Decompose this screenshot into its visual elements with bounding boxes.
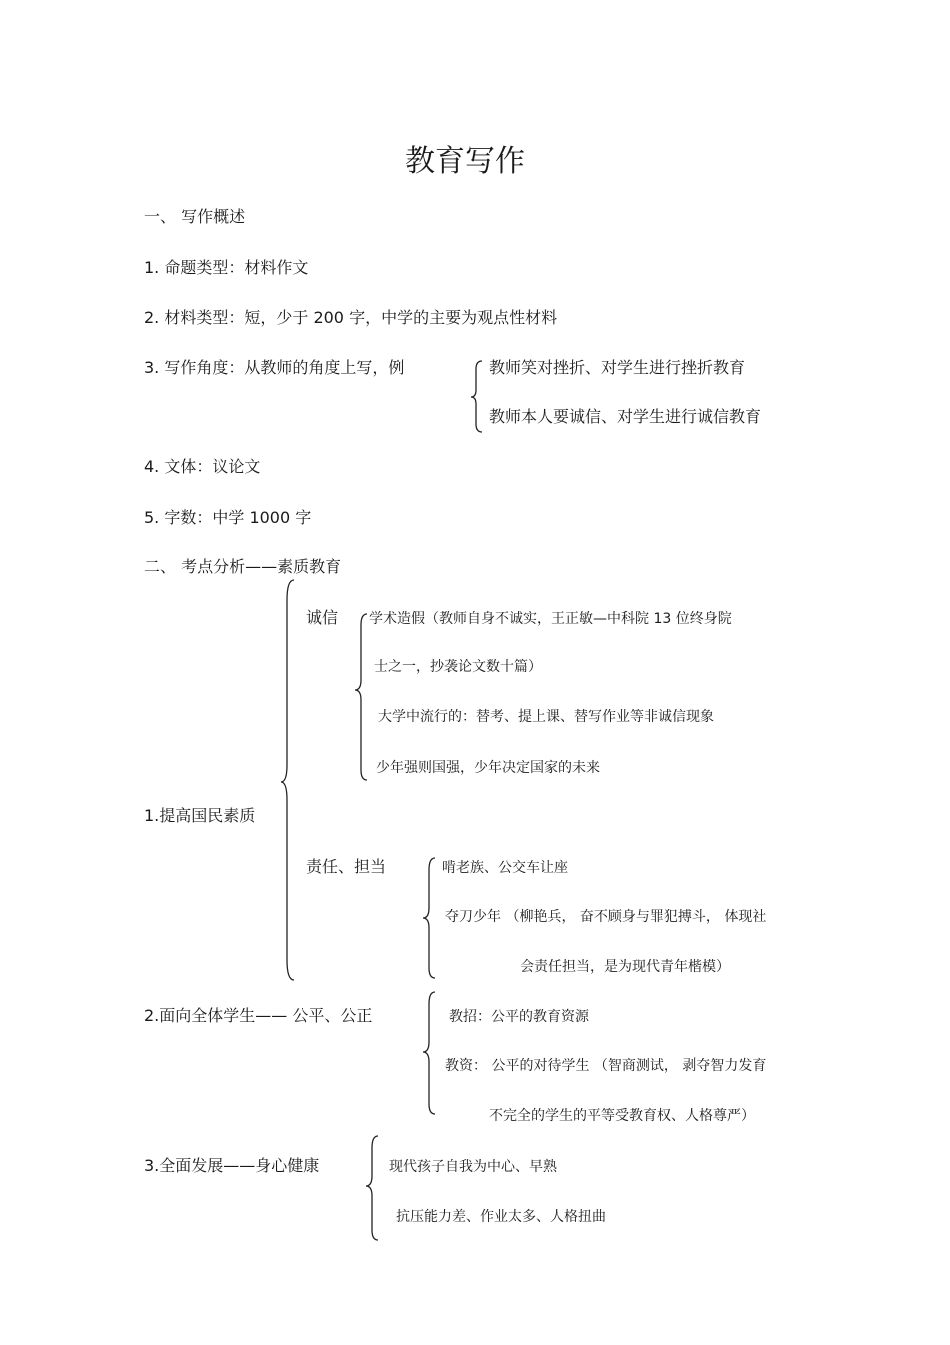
section1-item-1: 1. 命题类型：材料作文 xyxy=(144,258,309,277)
integrity-line-4: 少年强则国强，少年决定国家的未来 xyxy=(376,760,600,776)
brace-integrity xyxy=(355,614,367,780)
integrity-line-3: 大学中流行的：替考、提上课、替写作业等非诚信现象 xyxy=(378,709,714,725)
integrity-label: 诚信 xyxy=(306,608,339,627)
page-title: 教育写作 xyxy=(405,144,525,179)
point3-label: 3.全面发展——身心健康 xyxy=(144,1156,320,1175)
brace-point1 xyxy=(281,580,294,980)
point3-line-1: 现代孩子自我为中心、早熟 xyxy=(389,1159,557,1175)
section1-item-5: 5. 字数：中学 1000 字 xyxy=(144,508,312,527)
brace-point3 xyxy=(366,1136,378,1240)
point2-line-1: 教招：公平的教育资源 xyxy=(449,1009,589,1025)
brace-point2 xyxy=(423,992,435,1114)
responsibility-line-1: 啃老族、公交车让座 xyxy=(442,860,568,876)
integrity-line-1: 学术造假（教师自身不诚实，王正敏—中科院 13 位终身院 xyxy=(369,611,732,627)
point3-line-2: 抗压能力差、作业太多、人格扭曲 xyxy=(396,1209,606,1225)
point2-line-3: 不完全的学生的平等受教育权、人格尊严） xyxy=(489,1108,755,1124)
integrity-line-2: 士之一，抄袭论文数十篇） xyxy=(374,659,542,675)
point2-line-2: 教资： 公平的对待学生 （智商测试， 剥夺智力发育 xyxy=(445,1058,767,1074)
responsibility-line-3: 会责任担当，是为现代青年楷模） xyxy=(520,959,730,975)
section1-item-3: 3. 写作角度：从教师的角度上写，例 xyxy=(144,358,405,377)
angle-example-1: 教师笑对挫折、对学生进行挫折教育 xyxy=(489,358,746,377)
point1-label: 1.提高国民素质 xyxy=(144,806,256,825)
brace-angle xyxy=(471,361,482,432)
responsibility-line-2: 夺刀少年 （柳艳兵， 奋不顾身与罪犯搏斗， 体现社 xyxy=(445,909,767,925)
section1-heading: 一、 写作概述 xyxy=(144,207,246,226)
angle-example-2: 教师本人要诚信、对学生进行诚信教育 xyxy=(489,407,762,426)
section2-heading: 二、 考点分析——素质教育 xyxy=(144,557,342,576)
responsibility-label: 责任、担当 xyxy=(306,857,387,876)
section1-item-2: 2. 材料类型：短，少于 200 字，中学的主要为观点性材料 xyxy=(144,308,558,327)
point2-label: 2.面向全体学生—— 公平、公正 xyxy=(144,1006,373,1025)
section1-item-4: 4. 文体：议论文 xyxy=(144,457,261,476)
brace-responsibility xyxy=(423,858,435,978)
